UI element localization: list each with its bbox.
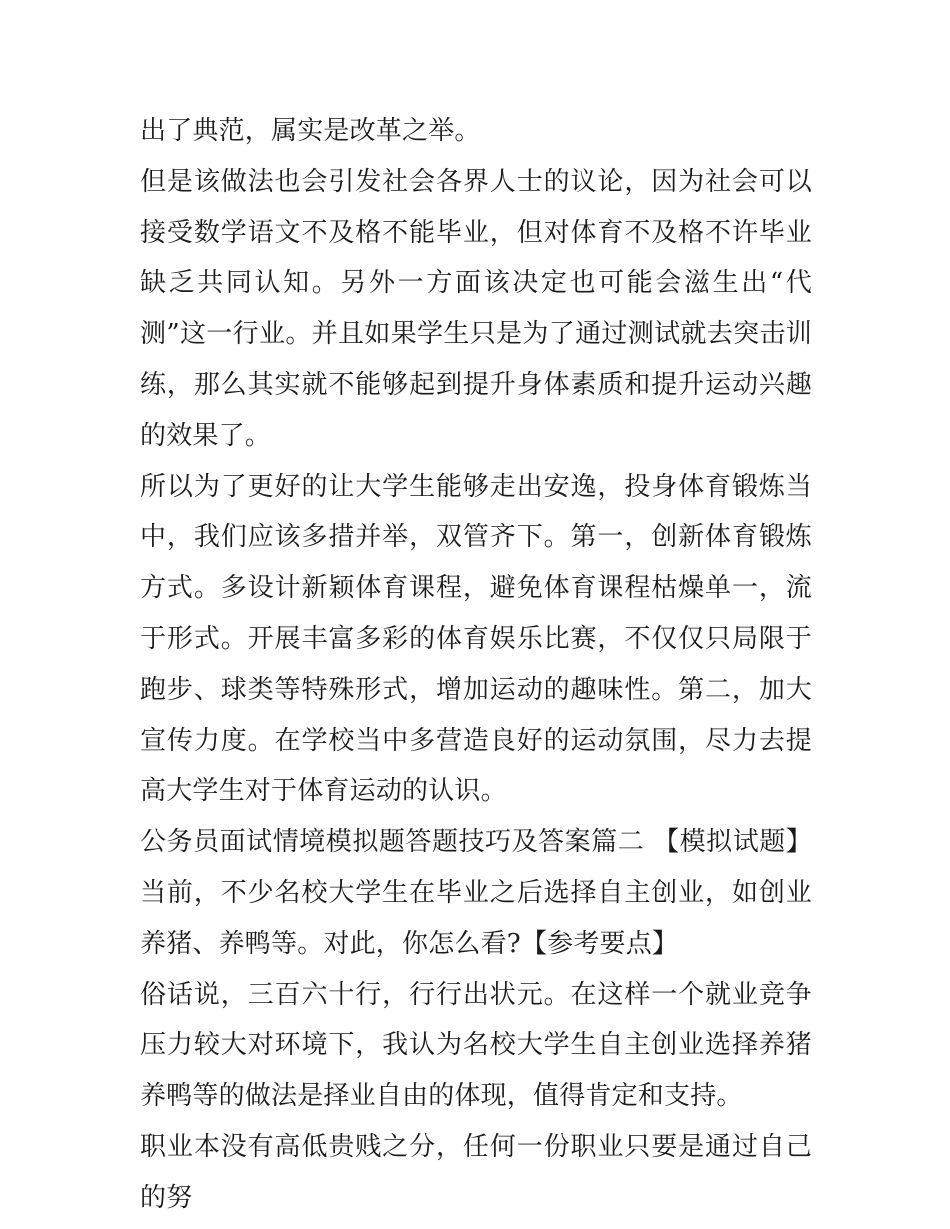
paragraph-3: 所以为了更好的让大学生能够走出安逸，投身体育锻炼当中，我们应该多措并举，双管齐下。第一，创新体育锻炼方式。多设计新颖体育课程，避免体育课程枯燥单一，流于形式。开展丰富多彩的体育娱乐比赛，不仅仅只局限于跑步、球类等特殊形式，增加运动的趣味性。第二，加大宣传力度。在学校当中多营造良好的运动氛围，尽力去提高大学生对于体育运动的认识。 (140, 471, 812, 807)
paragraph-6: 职业本没有高低贵贱之分，任何一份职业只要是通过自己的努 (140, 1131, 812, 1213)
paragraph-5: 俗话说，三百六十行，行行出状元。在这样一个就业竞争压力较大对环境下，我认为名校大学生自主创业选择养猪养鸭等的做法是择业自由的体现，值得肯定和支持。 (140, 979, 812, 1112)
document-body (140, 106, 812, 1224)
paragraph-4-question-heading: 公务员面试情境模拟题答题技巧及答案篇二 【模拟试题】 当前，不少名校大学生在毕业之后选择自主创业，如创业养猪、养鸭等。对此，你怎么看?【参考要点】 (140, 827, 812, 959)
paragraph-2: 但是该做法也会引发社会各界人士的议论，因为社会可以接受数学语文不及格不能毕业，但对体育不及格不许毕业缺乏共同认知。另外一方面该决定也可能会滋生出“代测”这一行业。并且如果学生只是为了通过测试就去突击训练，那么其实就不能够起到提升身体素质和提升运动兴趣的效果了。 (140, 166, 812, 451)
paragraph-1: 出了典范，属实是改革之举。 (140, 116, 481, 146)
